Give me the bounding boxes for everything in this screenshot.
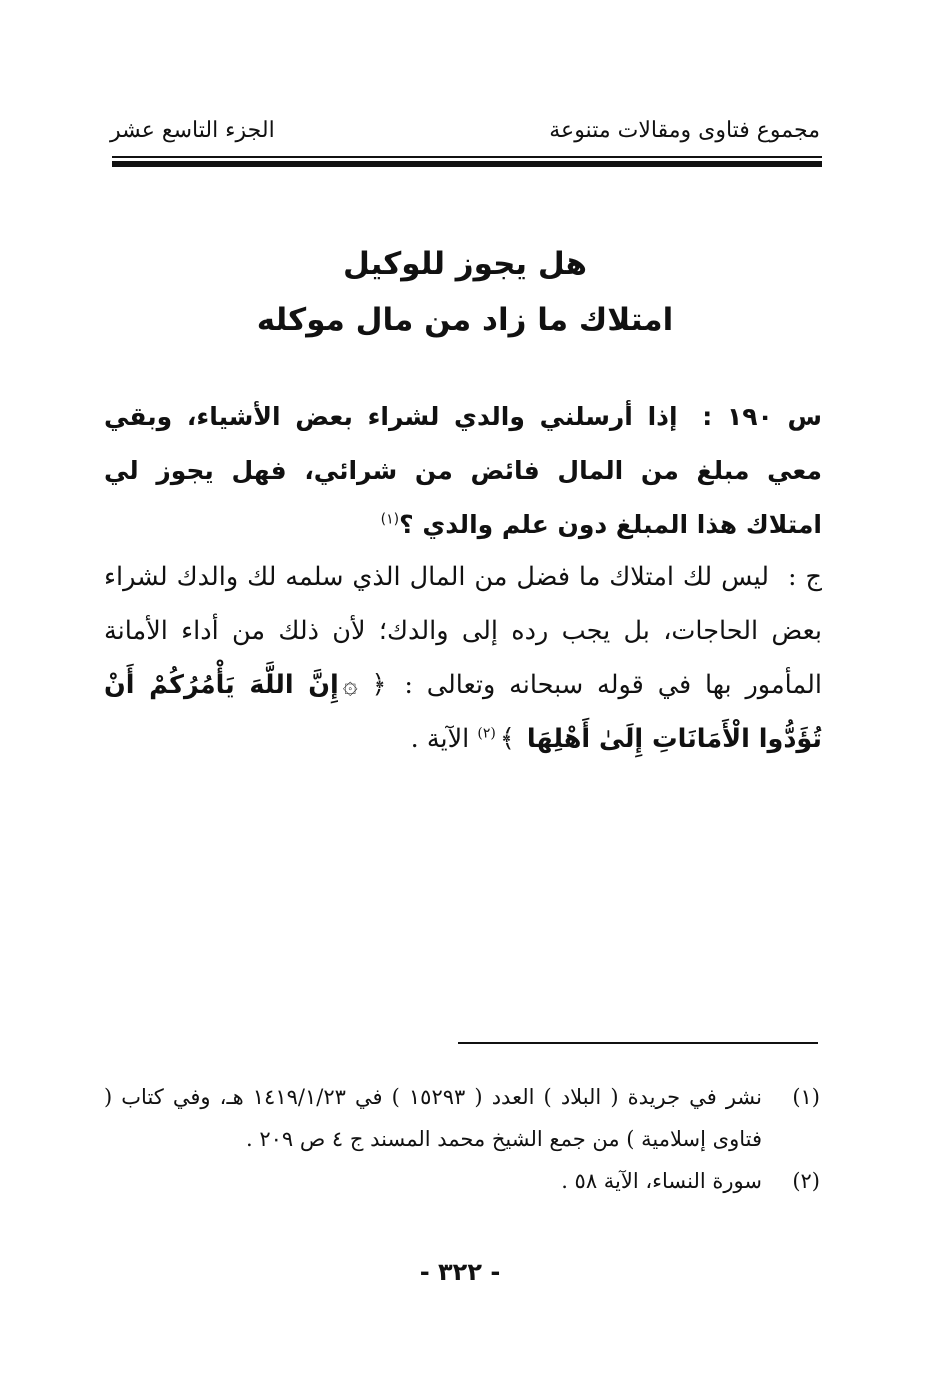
fatwa-title — [110, 236, 820, 348]
header-rule-thin — [112, 156, 822, 158]
footnote-ref-2: (٢) — [477, 725, 496, 742]
answer-prefix: ج : — [788, 562, 822, 592]
book-title: مجموع فتاوى ومقالات متنوعة — [549, 118, 820, 143]
ayah-close-bracket: ﴾ — [499, 724, 515, 754]
running-header — [110, 118, 820, 152]
title-line-2: امتلاك ما زاد من مال موكله — [256, 302, 674, 338]
volume-label: الجزء التاسع عشر — [110, 118, 275, 143]
ayah-open-bracket: ﴿ ۞ — [342, 670, 387, 700]
question-paragraph — [104, 390, 822, 552]
footnote-separator — [458, 1042, 818, 1044]
header-rule-thick — [112, 161, 822, 167]
answer-tail: الآية . — [410, 724, 470, 754]
title-line-1: هل يجوز للوكيل — [342, 246, 588, 282]
page-number: - ٣٢٢ - — [419, 1258, 501, 1286]
quran-verse: إِنَّ اللَّهَ يَأْمُرُكُمْ أَنْ تُؤَدُّوا الْأَمَانَاتِ إِلَىٰ أَهْلِهَا — [104, 670, 822, 754]
answer-paragraph — [104, 550, 822, 766]
footnote-text: نشر في جريدة ( البلاد ) العدد ( ١٥٢٩٣ ) في ١٤١٩/١/٢٣ هـ، وفي كتاب ( فتاوى إسلامية ) من جمع الشيخ محمد المسند ج ٤ ص ٢٠٩ . — [104, 1085, 762, 1151]
footnote-ref-1: (١) — [380, 511, 400, 528]
footnote-text: سورة النساء، الآية ٥٨ . — [561, 1169, 762, 1193]
footnote-1 — [104, 1076, 820, 1160]
answer-text: ليس لك امتلاك ما فضل من المال الذي سلمه لك والدك لشراء بعض الحاجات، بل يجب رده إلى والدك؛ لأن ذلك من أداء الأمانة المأمور بها في قوله سبحانه وتعالى : — [104, 562, 822, 700]
footnote-number: (١) — [792, 1085, 820, 1109]
footnote-2 — [104, 1160, 820, 1202]
footnotes — [104, 1076, 820, 1202]
question-prefix: س ١٩٠ : — [702, 402, 822, 431]
question-text: إذا أرسلني والدي لشراء بعض الأشياء، وبقي معي مبلغ من المال فائض من شرائي، فهل يجوز لي امتلاك هذا المبلغ دون علم والدي ؟ — [104, 402, 822, 539]
footnote-number: (٢) — [792, 1169, 820, 1193]
